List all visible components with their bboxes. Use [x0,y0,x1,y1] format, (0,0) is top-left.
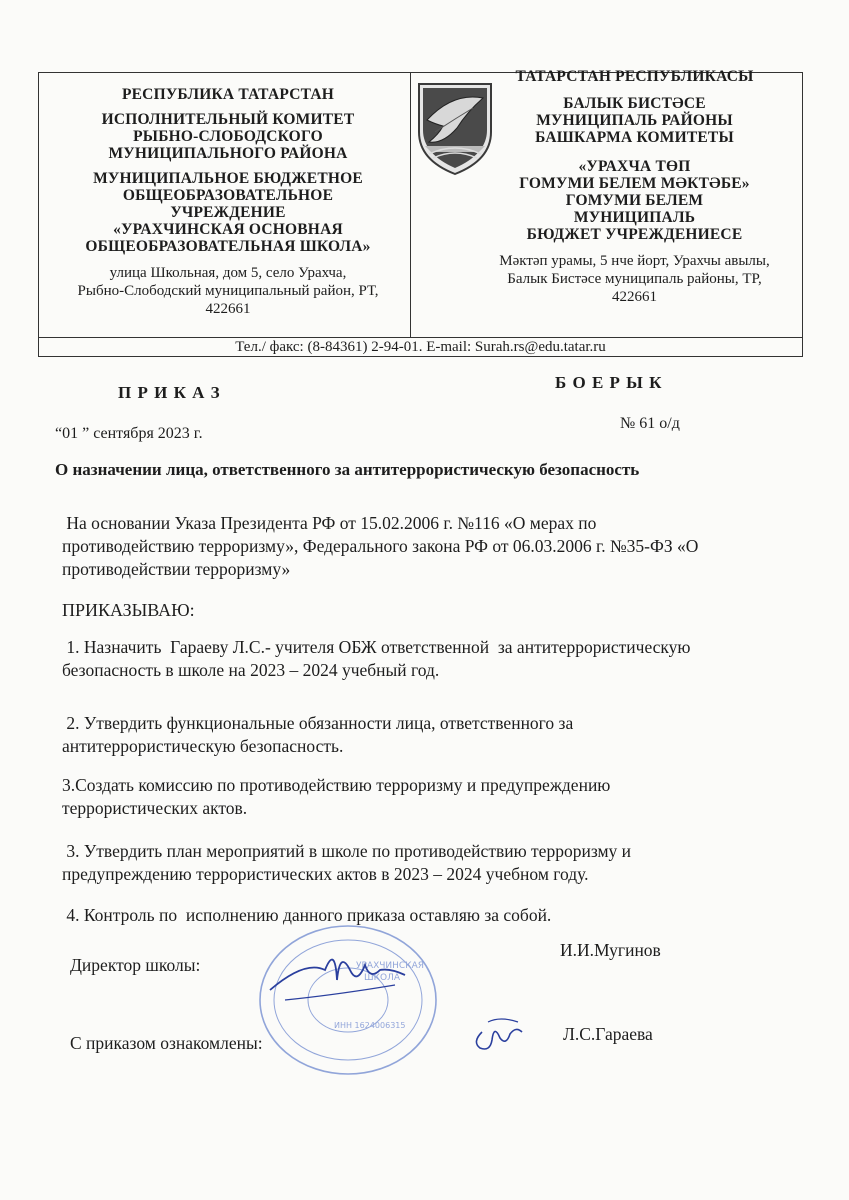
order-basis [62,512,802,581]
left-address-2: Рыбно-Слободский муниципальный район, РТ, [77,283,379,299]
item-line: антитеррористическую безопасность. [62,736,344,756]
item-line: предупреждению террористических актов в 2023 – 2024 учебном году. [62,864,589,884]
stamp-inn: ИНН 1624006315 [334,1021,406,1030]
order-title-tt: Б О Е Р Ы К [555,373,663,392]
garaeva-signature [470,1012,530,1057]
right-institution-5: БЮДЖЕТ УЧРЕЖДЕНИЕСЕ [526,226,743,243]
item-line: 3. Утвердить план мероприятий в школе по противодействию терроризму и [62,841,632,861]
order-subject: О назначении лица, ответственного за антитеррористическую безопасность [55,460,640,479]
left-institution-2: ОБЩЕОБРАЗОВАТЕЛЬНОЕ [122,187,334,204]
left-address-1: улица Школьная, дом 5, село Урахча, [109,265,347,281]
order-item-3 [62,774,802,820]
item-line: безопасность в школе на 2023 – 2024 учебный год. [62,660,440,680]
item-line: 4. Контроль по исполнению данного приказа оставляю за собой. [62,905,552,925]
acquainted-name: Л.С.Гараева [563,1024,653,1044]
order-item-2 [62,712,802,758]
order-item-4 [62,840,802,886]
right-republic: ТАТАРСТАН РЕСПУБЛИКАСЫ [515,68,754,85]
left-address-3: 422661 [205,301,251,317]
right-institution-4: МУНИЦИПАЛЬ [573,209,696,226]
letterhead-divider-vertical [410,72,411,337]
director-label: Директор школы: [70,955,201,975]
left-committee-3: МУНИЦИПАЛЬНОГО РАЙОНА [108,145,348,162]
letterhead-right [462,68,807,306]
left-institution-1: МУНИЦИПАЛЬНОЕ БЮДЖЕТНОЕ [93,170,363,187]
right-institution-1: «УРАХЧА ТӨП [578,158,691,175]
order-word: ПРИКАЗЫВАЮ: [62,600,195,620]
left-republic: РЕСПУБЛИКА ТАТАРСТАН [121,86,335,103]
item-line: 1. Назначить Гараеву Л.С.- учителя ОБЖ ответственной за антитеррористическую [62,637,691,657]
right-address-1: Мәктәп урамы, 5 нче йорт, Урахчы авылы, [499,253,770,269]
left-institution-4: «УРАХЧИНСКАЯ ОСНОВНАЯ [113,221,343,238]
left-institution-3: УЧРЕЖДЕНИЕ [170,204,286,221]
right-address-2: Балык Бистәсе муниципаль районы, ТР, [507,271,762,287]
left-committee-1: ИСПОЛНИТЕЛЬНЫЙ КОМИТЕТ [101,111,355,128]
stamp-text-top: УРАХЧИНСКАЯ [356,961,424,971]
right-committee-1: БАЛЫК БИСТӘСЕ [563,95,706,112]
right-institution-3: ГОМУМИ БЕЛЕМ [565,192,704,209]
director-name: И.И.Мугинов [560,940,661,960]
left-institution-5: ОБЩЕОБРАЗОВАТЕЛЬНАЯ ШКОЛА» [85,238,371,255]
item-line: 2. Утвердить функциональные обязанности лица, ответственного за [62,713,574,733]
right-committee-2: МУНИЦИПАЛЬ РАЙОНЫ [536,112,733,129]
basis-line: противодействии терроризму» [62,559,291,579]
right-address-3: 422661 [612,289,657,305]
order-number: № 61 о/д [620,415,680,432]
item-line: террористических актов. [62,798,248,818]
stamp-text-mid: ШКОЛА [364,973,401,983]
order-title-ru: П Р И К А З [118,383,221,402]
order-date: “01 ” сентября 2023 г. [55,425,203,442]
director-signature [265,940,415,1010]
basis-line: На основании Указа Президента РФ от 15.02.2006 г. №116 «О мерах по [62,513,597,533]
letterhead-left [48,86,408,318]
left-committee-2: РЫБНО-СЛОБОДСКОГО [133,128,323,145]
basis-line: противодействию терроризму», Федерального закона РФ от 06.03.2006 г. №35-ФЗ «О [62,536,699,556]
item-line: 3.Создать комиссию по противодействию терроризму и предупреждению [62,775,611,795]
order-item-1 [62,636,802,682]
contact-line: Тел./ факс: (8-84361) 2-94-01. E-mail: Surah.rs@edu.tatar.ru [235,339,606,355]
acquainted-label: С приказом ознакомлены: [70,1033,263,1053]
right-committee-3: БАШКАРМА КОМИТЕТЫ [535,129,734,146]
right-institution-2: ГОМУМИ БЕЛЕМ МӘКТӘБЕ» [519,175,750,192]
